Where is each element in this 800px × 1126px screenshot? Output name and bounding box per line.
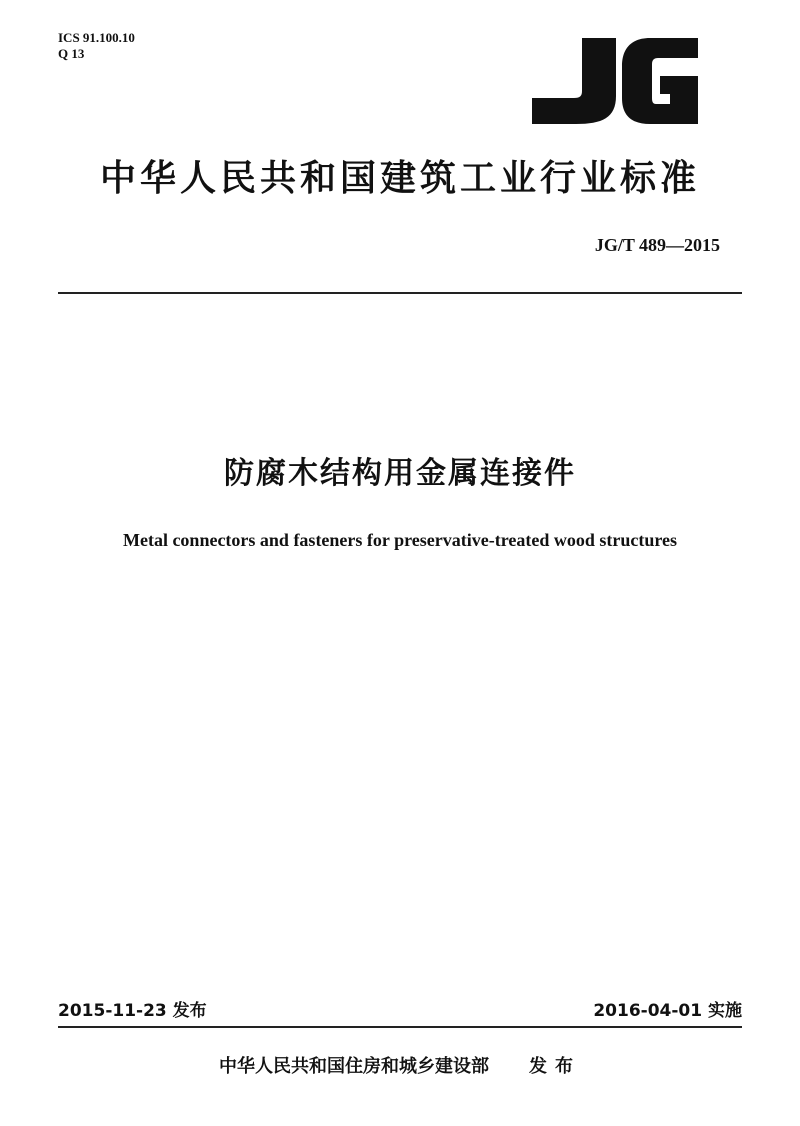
jg-logo-g-shape — [622, 38, 698, 124]
jg-logo — [532, 36, 698, 126]
bottom-divider — [58, 1026, 742, 1028]
standard-code: JG/T 489—2015 — [594, 235, 720, 255]
document-title-zh: 防腐木结构用金属连接件 — [224, 456, 576, 491]
publisher-name: 中华人民共和国住房和城乡建设部 — [219, 1056, 489, 1077]
issued-date: 2015-11-23 发布 — [58, 1001, 207, 1021]
standard-category-title: 中华人民共和国建筑工业行业标准 — [99, 158, 700, 199]
effective-date: 2016-04-01 实施 — [593, 1001, 742, 1021]
ccs-code: Q 13 — [58, 46, 85, 61]
ics-code: ICS 91.100.10 — [58, 30, 135, 45]
publisher-issued-label: 发布 — [529, 1056, 581, 1077]
jg-logo-j-shape — [532, 38, 616, 124]
document-title-en: Metal connectors and fasteners for preservative-treated wood structures — [122, 530, 678, 550]
top-divider — [58, 292, 742, 294]
classification-block — [58, 30, 135, 62]
publisher-line — [0, 1054, 800, 1080]
